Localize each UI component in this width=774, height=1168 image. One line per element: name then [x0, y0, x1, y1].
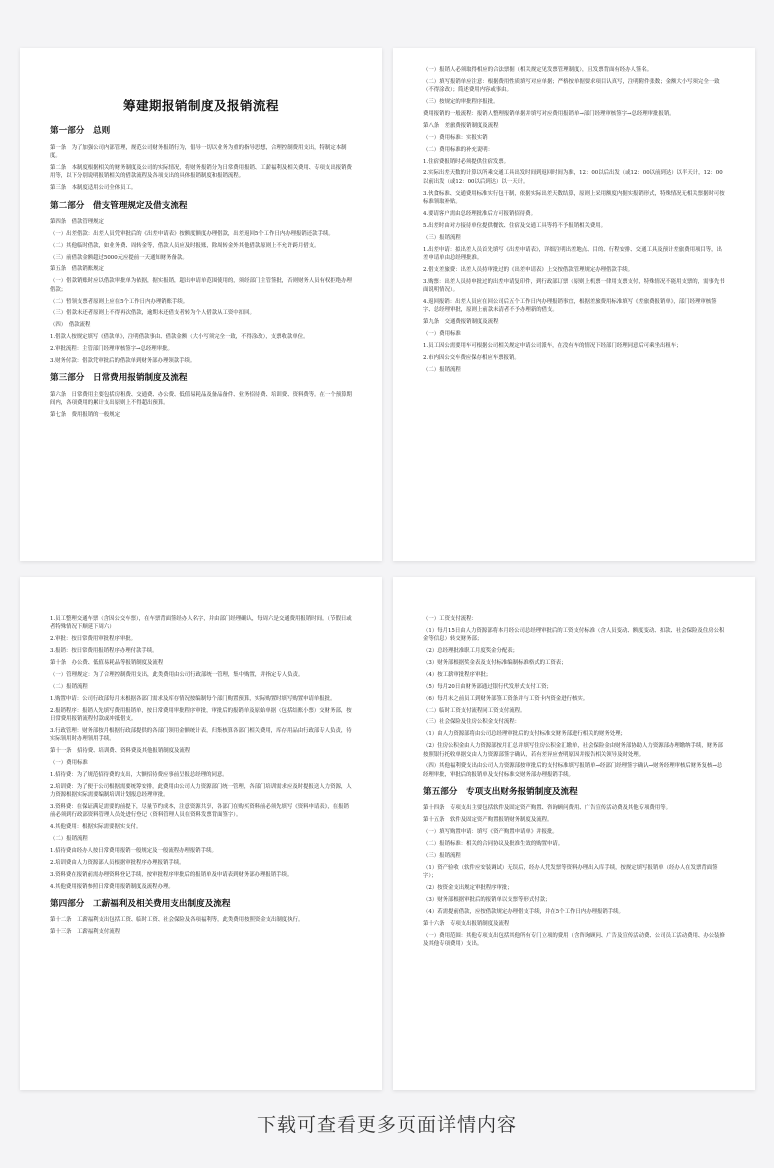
paragraph: （4）按工薪审批程序审批； [423, 671, 492, 678]
paragraph: 第二条 本制度根据相关的财务制度及公司的实际情况，将财务报销分为日常费用报销、工薪福利及相关费用、专项支出报销费用等，以下分别说明报销相关的借款流程及各项支出的具体报销制度和报销流程。 [50, 164, 352, 180]
paragraph: （三）借款未还者原则上不得再次借款，逾期未还借支者转为个人借款从工资中扣回。 [50, 310, 255, 317]
paragraph: （二）暂领支票者原则上应在5个工作日内办理销账手续。 [50, 298, 189, 305]
paragraph: 1.借款人按规定填写《借款单》，注明借款事由、借款金额（大小写须完全一致，不得涂改），支票收款单位。 [50, 334, 309, 341]
paragraph: （一）费用范围：其他专项支出包括其他所有专门立项的费用（含咨询顾问、广告及宣传活动费、公司员工活动费用、办公装修及其他专项费用）支出。 [423, 932, 725, 947]
paragraph: 4.返回报销：出差人员应在回公司后五个工作日内办理报销事宜，根据差旅费用标准填写《差旅费报销单》，部门经理审核签字、总经理审批，原则上前款未清者不予办理新的借支。 [423, 298, 717, 314]
paragraph: （一）费用标准：实报实销 [423, 134, 488, 141]
paragraph: （二）费用标准的补充说明： [423, 146, 494, 153]
paragraph: （2）总经理批准职工月度奖金分配表； [423, 648, 519, 655]
document-page-3 [20, 577, 382, 1090]
document-page-2 [393, 48, 755, 561]
paragraph: 4.要请客户需由总经理批准后方可报销招待费。 [423, 210, 536, 217]
paragraph: （三）社会保险及住房公积金支付流程： [423, 719, 521, 726]
paragraph: 第四条 借款管理规定 [50, 218, 104, 225]
document-page-1 [20, 48, 382, 561]
paragraph: （6）每月末之前员工到财务部签工资条并与工资卡内资金进行核实。 [423, 695, 589, 702]
paragraph: （三）报销流程 [423, 234, 461, 241]
paragraph: 3.伙食标准、交通费用标准实行包干制，依据实际出差天数结算，原则上采用额度内据实报销形式，特殊情况无相关票据时可按标准领取补贴。 [423, 190, 725, 205]
paragraph: （二）报销标准：相关的合同协议及批准生效的购置申请。 [423, 841, 564, 848]
paragraph: 第八条 差旅费报销制度及流程 [423, 122, 499, 129]
paragraph: 2.审批流程：主管部门经理审核签字→总经理审批。 [50, 346, 173, 352]
paragraph: 费用报销的一般流程：报销人整理报销单据并填写对应费用报销单→部门经理审核签字→总经理审批报销。 [423, 111, 675, 117]
paragraph: 第一条 为了加强公司内部管理，规范公司财务报销行为，倡导一切以业务为重的指导思想，合理控制费用支出，特制定本制度。 [50, 144, 347, 160]
paragraph: 3.报销：按日常费用报销程序办理付款手续。 [50, 648, 158, 655]
section-heading: 第三部分 日常费用报销制度及流程 [50, 373, 188, 384]
paragraph: 2.培训费由人力资源部人员根据审批程序办理报销手续。 [50, 859, 185, 866]
paragraph: （四） 借款流程 [50, 322, 91, 329]
paragraph: 第五条 借款销账规定 [50, 266, 104, 273]
paragraph: 4.其他费用：根据实际需要据实支付。 [50, 824, 142, 831]
section-heading: 第五部分 专项支出财务报销制度及流程 [423, 787, 578, 798]
paragraph: 4.其他费用报销参照日常费用报销制度及流程办理。 [50, 883, 174, 890]
paragraph: （三）前借款金额超过5000元应提前一天通知财务备款。 [50, 254, 188, 261]
paragraph: 5.出差时由对方接待单位提供餐饮、住宿及交通工具等将不予报销相关费用。 [423, 222, 607, 229]
paragraph: 2.实际出差天数的计算以所乘交通工具出发时间到返回时间为准，12：00以后出发（或12：00以前到达）以半天计，12：00以前出发（或12：00以后到达）以一天计。 [423, 170, 723, 185]
paragraph: （一）管理规定：为了合理控制费用支出，此类费用由公司行政部统一管理，集中购置，并指定专人负责。 [50, 671, 304, 678]
paragraph: 第十五条 软件及固定资产购置报销财务制度及流程。 [423, 817, 553, 824]
paragraph: 3.购票：出差人员持申批过的出差申请复印件，到行政部订票（原则上机票一律用支票支付，特殊情况不能用支票的，需事先书面说明情况）。 [423, 278, 725, 293]
paragraph: 1.住宿费报销时必须提供住宿发票。 [423, 158, 510, 165]
paragraph: 第六条 日常费用主要包括房租费、交通费、办公费、低值易耗品及备品备件、业务招待费、培训费、资料费等。在一个预算期间内，各项费用的累计支出原则上不得超出预算。 [50, 391, 352, 406]
document-page-4 [393, 577, 755, 1090]
paragraph: 3.资料费在报销前需办理资料登记手续，按审批程序审批后的报销单及申请表到财务部办理报销手续。 [50, 871, 293, 878]
paragraph: 第七条 费用报销的一般规定 [50, 411, 121, 418]
paragraph: （一）填写购置申请：填写《资产购置申请单》并报批。 [423, 829, 558, 836]
paragraph: 第三条 本制度适用公司全体员工。 [50, 185, 137, 192]
paragraph: （1）由人力资源部将由公司总经理审批后的支付标准交财务部进行相关的财务处理； [423, 731, 626, 738]
paragraph: （二）其他临时借款，如业务费、周转金等，借款人员应及时报账，除周转金外其他借款原则上不允许跨月借支。 [50, 242, 320, 249]
paragraph: 1.出差申请：拟出差人员首先填写《出差申请表》，详细注明出差地点、目的、行程安排、交通工具及预计差旅费用项目等，出差申请单由总经理批准。 [423, 246, 722, 261]
paragraph: （二）报销流程 [423, 366, 461, 373]
paragraph: （2）住房公积金由人力资源部按月汇总并填写住房公积金汇缴单，社会保险金由财务部协助人力资源部办理缴纳手续，财务部按照银行托收单据交由人力资源部签字确认，若有差异应查明原因并报告相关领导及时处理。 [423, 743, 723, 758]
paragraph: （三）按规定的审批程序报批。 [423, 99, 499, 106]
paragraph: 1.招待费由经办人按日常费用报销一般规定及一般流程办理报销手续。 [50, 847, 217, 854]
paragraph: 2.报销程序：报销人先填写费用报销单，按日常费用审批程序审批，审批后的报销单及原始单据（包括结账小票）交财务部，按日常费用报销流程付款或冲抵借支。 [50, 707, 352, 722]
paragraph: （一）费用标准 [423, 331, 461, 337]
download-caption: 下载可查看更多页面详情内容 [256, 1114, 517, 1136]
paragraph: 1.员工因公需要用车可根据公司相关规定申请公司派车，在没有车的情况下经部门经理同意后可乘坐出租车； [423, 342, 682, 349]
paragraph: 2.审批：按日常费用审批程序审批。 [50, 636, 137, 643]
paragraph: （2）按资金支出规定审批程序审批； [423, 885, 513, 892]
paragraph: 第十四条 专项支出主要包括软件及固定资产购置、咨询顾问费用、广告宣传活动费及其他专项费用等。 [423, 805, 671, 812]
paragraph: （三）报销流程 [423, 852, 461, 859]
paragraph: （4）若需提前借款，应按借款规定办理借支手续，并在5个工作日内办理报销手续。 [423, 908, 624, 915]
paragraph: 1.购置申请：公司行政部每月末根据各部门需求及库存情况按编制每个部门购置预算，实际购置时填写购置申请单报批。 [50, 695, 336, 702]
paragraph: （二）报销流程 [50, 836, 88, 842]
paragraph: 第十条 办公费、低值易耗品等报销制度及流程 [50, 660, 164, 666]
paragraph: 1.招待费：为了规范招待费的支出，大额招待费应事前呈报总经理的同意。 [50, 771, 228, 778]
paragraph: （二）填写报销单应注意：根据费用性质填写对应单据；严格按单据要求项目认真写，注明附件张数；金额大小写须完全一致（不得涂改）；简述费用内容或事由。 [423, 78, 720, 94]
paragraph: （一）出差借款：出差人员凭审批后的《出差申请表》按额度额度办理借款，出差返回5个工作日内办理报销还款手续。 [50, 230, 334, 237]
paragraph: （二）临时工资支付流程同工资支付流程。 [423, 707, 526, 714]
paragraph: 2.市内因公交车费应保存相应车票报销。 [423, 354, 520, 361]
paragraph: （一）工资支付流程： [423, 616, 477, 622]
section-heading: 第一部分 总则 [50, 126, 111, 137]
paragraph: （四）其他福利费支出由公司人力资源部按审批后的支付标准填写报销单→经部门经理签字确认→财务经理审核后财务复核→总经理审批，审批后的报销单及支付标准交财务部办理报销手续。 [423, 763, 723, 778]
paragraph: （5）每月20日由财务部通过银行代发形式支付工资； [423, 683, 552, 690]
paragraph: （一）费用标准 [50, 759, 88, 766]
paragraph: 3.财务付款：借款凭审批后的借款单到财务部办理领款手续。 [50, 357, 196, 364]
paragraph: 3.行政管理：财务部按月根据行政部提供的各部门领用金额统计表，归集核算各部门相关费用，库存用品由行政部专人负责，待实际领用时办理领用手续。 [50, 727, 352, 743]
paragraph: 第九条 交通费报销制度及流程 [423, 319, 499, 326]
paragraph: 2.借支差旅费：出差人员持审批过的《出差申请表》上交按借款管理规定办理借款手续。 [423, 266, 633, 273]
paragraph: 1.员工整理交通车票（含因公交车票），在车票背面签经办人名字，并由部门经理确认，每周六是交通费用报销时间。（节假日或者特殊情况下顺延下周六） [50, 616, 352, 631]
paragraph: 2.培训费：为了便于公司根据需要统筹安排，此费用由公司人力资源部门统一管理，各部门培训需求应及时提报送人力资源，人力资源根据实际需要编制培训计划报总经理审批。 [50, 783, 352, 798]
paragraph: （1）资产验收（软件应安装调试）无误后，经办人凭发票等资料办理出入库手续，按规定填写报销单（经办人在发票背面签字）； [423, 864, 718, 880]
paragraph: 第十一条 招待费、培训费、资料费及其他报销制度及流程 [50, 748, 191, 754]
paragraph: 第十六条 专项支出报销制度及流程 [423, 920, 510, 927]
paragraph: （3）财务部根据奖金表及支付标准编制标准格式的工资表； [423, 660, 567, 666]
paragraph: （一）借款销账时应以借款审批单为依据，据实报销，超出申请单范围使用的，须经部门主管签批，否则财务人员有权拒绝办理借款； [50, 278, 352, 293]
paragraph: （3）财务部根据审批后的报销单以支票等形式付款； [423, 896, 551, 903]
paragraph: 第十二条 工薪福利支出包括工资、临时工资、社会保险及各项福利等，此类费用按照资金支出制度执行。 [50, 917, 304, 924]
document-title: 筹建期报销制度及报销流程 [122, 98, 279, 113]
paragraph: （一）报销人必须取得相应的合法票据（相关规定见发票管理制度），且发票背面有经办人签名。 [423, 67, 653, 73]
paragraph: （1）每月15日由人力资源部将本月经公司总经理审批后的工资支付标准（含人员变动、额度变动、扣款、社会保险及住房公积金等信息）转交财务部； [423, 627, 725, 643]
section-heading: 第二部分 借支管理规定及借支流程 [50, 200, 188, 211]
section-heading: 第四部分 工薪福利及相关费用支出制度及流程 [50, 898, 231, 909]
paragraph: 第十三条 工薪福利支付流程 [50, 929, 121, 936]
paragraph: 3.资料费：在保证满足需要的前提下，尽量节约成本，注意资源共享，各部门在购买资料前必须先填写《资料申请表》，在报销前必须到行政部资料管理人员处进行登记（资料管理人员在资料发票背面签字）。 [50, 803, 349, 819]
paragraph: （二）报销流程 [50, 683, 88, 690]
